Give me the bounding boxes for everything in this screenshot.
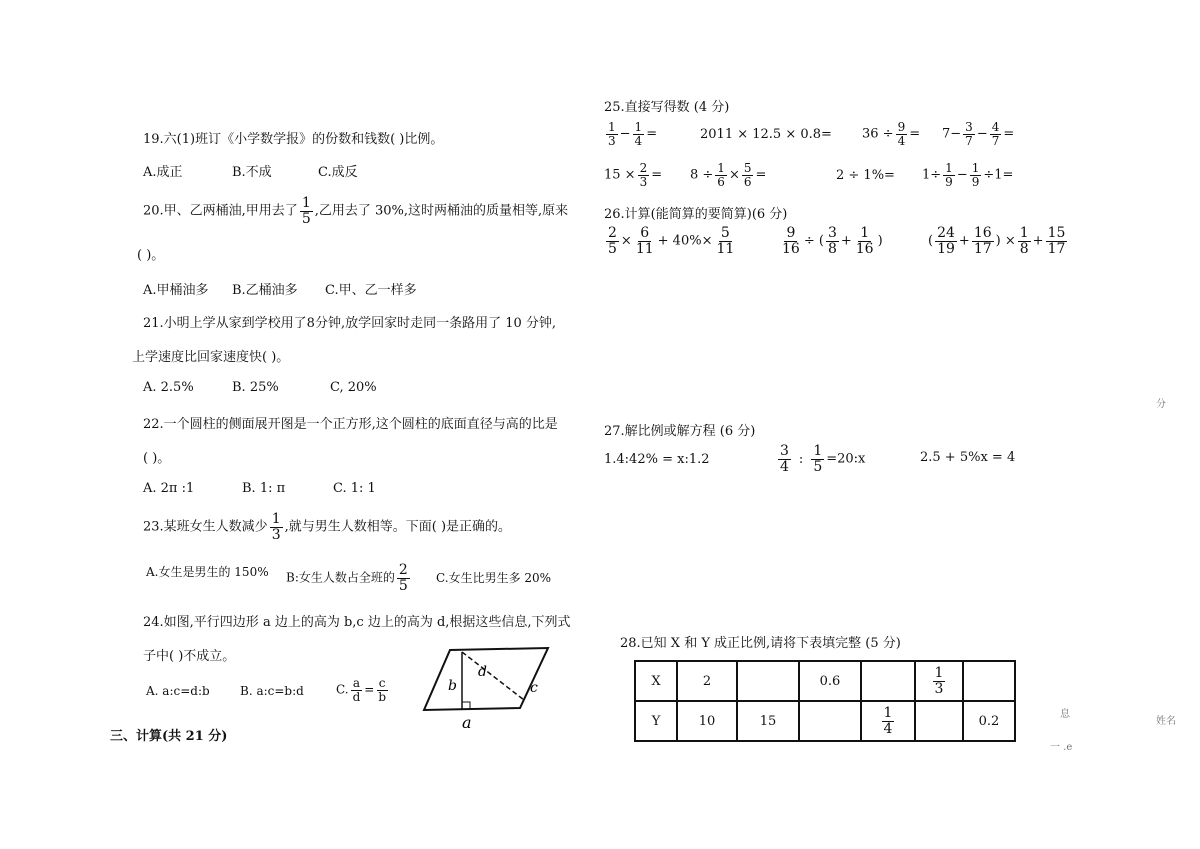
q25-r1e1-n2: 1 [634,120,643,134]
table-row-y [635,701,1015,741]
q24-opt-c-den: d [352,689,361,704]
q19-option-a: A.成正 [143,165,183,180]
q19-stem: 19.六(1)班订《小学数学报》的份数和钱数( )比例。 [143,132,444,147]
row-x-cell-3: 0.6 [799,661,861,701]
q23-option-b [286,563,412,593]
q26e2-frac2 [826,226,839,256]
q25-r1e3-d: 4 [897,133,906,148]
q25-row2-expr4 [922,162,1013,188]
q26e3-frac3 [1018,226,1031,256]
q23-frac-den: 3 [271,526,281,543]
q20-stem-a: 20.甲、乙两桶油,甲用去了 [143,203,298,219]
q25-r2e4-frac2 [970,162,982,188]
row-y-cell-1: 10 [677,701,737,741]
row-y-label: Y [635,701,677,741]
q26-expr1 [604,226,738,256]
q27e2-d1: 4 [780,458,789,475]
q27-expr2 [776,444,865,474]
q24-line2: 子中( )不成立。 [143,649,236,664]
q20-stem-line1 [143,196,568,226]
q25-r1e4-pre: 7− [942,126,962,142]
q27e2-tail: =20:x [826,451,866,467]
q25-r2e1-pre: 15 × [604,167,636,183]
q25-r2e2-frac2 [742,162,754,188]
margin-mark-1: 分 [1156,399,1166,410]
q22-line2: ( )。 [143,451,171,466]
q25-r2e2-d1: 6 [717,174,725,189]
row-y-c4-num: 1 [883,704,893,721]
q23-option-b-text: B:女生人数占全班的 [286,570,395,585]
q25-r1e1-d2: 4 [634,133,643,148]
q24-opt-c-frac2 [376,677,388,703]
q20-option-a: A.甲桶油多 [143,283,209,298]
q23-stem-b: ,就与男生人数相等。下面( )是正确的。 [284,519,512,535]
q26e1-d1: 5 [608,240,617,257]
row-y-cell-6: 0.2 [963,701,1015,741]
q25-row1-expr3 [862,121,920,147]
q27-title: 27.解比例或解方程 (6 分) [604,424,756,439]
q20-frac-den: 5 [301,210,311,227]
q26e3-op: + [958,233,970,249]
q25-row2-expr2 [690,162,766,188]
q26-expr3 [928,226,1069,256]
q21-option-c: C, 20% [330,380,377,395]
q27e2-frac2 [811,444,824,474]
q25-r1e4-frac2 [990,121,1002,147]
q26e1-frac3 [714,226,736,256]
q25-r2e2-op: × [728,167,740,183]
q26-expr2 [778,226,883,256]
q25-r1e4-frac1 [963,121,975,147]
q26e3-d1: 19 [937,240,955,257]
q23-option-a: A.女生是男生的 150% [146,565,269,579]
q26e3-frac1 [935,226,957,256]
q26e2-d1: 16 [782,240,800,257]
q22-option-c: C. 1: 1 [333,481,376,496]
q26e3-frac2 [972,226,994,256]
q26e2-op: ÷ ( [803,233,824,249]
q24-opt-c-eq: = [364,682,375,697]
q26e1-n2: 6 [640,225,650,241]
q26e3-op2: + [1032,233,1044,249]
q25-row2-expr1 [604,162,662,188]
figure-label-d: d [478,664,487,680]
q23-option-b-fraction [397,563,410,593]
q25-r1e4-d1: 7 [965,133,973,148]
q20-stem-b: ,乙用去了 30%,这时两桶油的质量相等,原来 [314,203,569,219]
q26e2-d3: 16 [855,240,874,257]
q25-r1e1-frac2 [633,121,645,147]
q27e2-d2: 5 [813,458,823,475]
row-x-cell-4[interactable] [861,661,915,701]
q27-expr3: 2.5 + 5%x = 4 [920,450,1016,465]
q22-option-b: B. 1: π [242,481,286,496]
q26-title: 26.计算(能简算的要简算)(6 分) [604,207,788,222]
q25-r2e1-d: 3 [639,174,648,189]
q24-line1: 24.如图,平行四边形 a 边上的高为 b,c 边上的高为 d,根据这些信息,下列式 [143,615,571,630]
margin-mark-4: 姓名 [1156,716,1176,727]
q26e3-n3: 1 [1019,225,1029,241]
row-x-cell-2[interactable] [737,661,799,701]
q25-r2e1-frac [638,162,650,188]
q23-fraction [270,512,283,542]
q26e3-n1: 24 [937,225,955,241]
q26e2-frac1 [780,226,802,256]
q26e1-frac2 [634,226,656,256]
q24-option-c-label: C. [336,682,349,697]
q25-r2e2-n1: 1 [717,161,725,175]
q25-r2e4-n1: 1 [945,161,953,175]
q21-line1: 21.小明上学从家到学校用了8分钟,放学回家时走同一条路用了 10 分钟, [143,316,557,331]
q21-option-b: B. 25% [232,380,279,395]
q25-r1e3-eq: = [909,126,921,142]
q25-r2e4-d1: 9 [945,174,953,189]
q20-fraction [300,196,313,226]
figure-label-b: b [448,678,457,694]
q25-r1e1-eq: = [646,126,658,142]
row-x-cell-6[interactable] [963,661,1015,701]
q23-stem-a: 23.某班女生人数减少 [143,519,268,535]
q26e3-d4: 17 [1047,240,1066,257]
row-x-cell-1: 2 [677,661,737,701]
q26e2-n2: 3 [827,225,837,241]
q25-r1e1-d1: 3 [608,133,616,148]
q25-r2e2-n2: 5 [743,161,752,175]
q27e2-n1: 3 [780,443,789,459]
q25-r1e3-frac [896,121,908,147]
q26e3-frac4 [1046,226,1068,256]
q24-option-a: A. a:c=d:b [146,684,210,698]
q25-r1e4-op: − [976,126,988,142]
row-x-cell-5-fraction [933,666,946,696]
q25-row1-expr2: 2011 × 12.5 × 0.8= [700,127,832,142]
q26e1-n1: 2 [608,225,617,241]
table-row-x [635,661,1015,701]
q26e1-n3: 5 [720,225,730,241]
q23-opt-b-den: 5 [398,577,408,594]
q24-opt-c-num2: c [378,676,386,690]
q26e2-close: ) [877,233,883,249]
margin-mark-3: 一 .e [1050,742,1073,753]
q25-r2e2-frac1 [715,162,727,188]
q19-option-b: B.不成 [232,165,272,180]
q20-stem-line2: ( )。 [137,248,165,263]
row-x-c5-num: 1 [934,664,944,681]
margin-mark-2: 息 [1060,709,1070,720]
q25-r1e3-n: 9 [897,120,906,134]
section-3-heading: 三、计算(共 21 分) [110,729,228,744]
q23-frac-num: 1 [271,511,281,527]
q23-option-c: C.女生比男生多 20% [436,571,552,585]
q26e1-d2: 11 [635,240,654,257]
row-y-cell-4-fraction [882,706,895,736]
q21-line2: 上学速度比回家速度快( )。 [132,350,290,365]
q27e2-n2: 1 [813,443,823,459]
q24-opt-c-frac1 [351,677,363,703]
q23-stem [143,512,511,542]
q27e2-op: : [798,451,804,467]
q26e1-d3: 11 [716,240,735,257]
q25-r2e2-pre: 8 ÷ [690,167,714,183]
q25-r1e3-pre: 36 ÷ [862,126,894,142]
figure-label-a: a [462,713,472,732]
q25-r1e4-n1: 3 [965,120,973,134]
q25-r2e4-op: − [956,167,968,183]
q25-title: 25.直接写得数 (4 分) [604,100,730,115]
q25-r1e1-n1: 1 [608,120,616,134]
q25-r2e1-eq: = [651,167,663,183]
q25-r2e4-pre: 1÷ [922,167,942,183]
q28-title: 28.已知 X 和 Y 成正比例,请将下表填完整 (5 分) [620,636,901,651]
q26e2-n1: 9 [786,225,796,241]
q20-option-b: B.乙桶油多 [232,283,298,298]
q25-r1e1-frac1 [606,121,618,147]
q22-option-a: A. 2π :1 [143,481,195,496]
q26e1-mid: + 40%× [657,233,713,249]
q26e3-n2: 16 [973,225,992,241]
q25-r1e4-n2: 4 [991,120,1000,134]
q25-r2e4-frac1 [943,162,955,188]
q25-r1e4-d2: 7 [991,133,1000,148]
q20-option-c: C.甲、乙一样多 [325,283,417,298]
q24-option-b: B. a:c=b:d [240,684,304,698]
figure-label-c: c [530,680,538,696]
q27e2-frac1 [778,444,791,474]
q25-r1e1-op: − [619,126,631,142]
q25-r2e1-n: 2 [639,161,648,175]
q25-row1-expr4 [942,121,1014,147]
row-x-label: X [635,661,677,701]
row-y-cell-5[interactable] [915,701,963,741]
q26e3-open: ( [928,233,934,249]
q25-r1e4-eq: = [1003,126,1015,142]
q25-r2e2-d2: 6 [743,174,752,189]
q26e2-d2: 8 [827,240,837,257]
q21-option-a: A. 2.5% [143,380,194,395]
proportion-table [634,660,1016,742]
q24-opt-c-den2: b [378,689,387,704]
q26e1-op1: × [620,233,632,249]
row-x-c5-den: 3 [934,680,944,697]
q25-r2e4-d2: 9 [971,174,980,189]
q20-frac-num: 1 [301,195,311,211]
parallelogram-figure [420,640,560,732]
row-x-cell-5 [915,661,963,701]
q26e3-d2: 17 [973,240,992,257]
q25-r2e4-eq: ÷1= [983,167,1014,183]
q25-r2e4-n2: 1 [971,161,980,175]
q26e3-n4: 15 [1047,225,1066,241]
row-y-cell-3[interactable] [799,701,861,741]
q26e2-frac3 [854,226,876,256]
q24-option-c [336,677,390,703]
height-d-line [462,652,524,700]
q26e2-n3: 1 [860,225,870,241]
row-y-cell-2: 15 [737,701,799,741]
q19-option-c: C.成反 [318,165,358,180]
q23-opt-b-num: 2 [398,562,408,578]
q25-row1-expr1 [604,121,657,147]
row-y-c4-den: 4 [883,720,893,737]
q26e3-d3: 8 [1019,240,1029,257]
q25-row2-expr3: 2 ÷ 1%= [836,168,895,183]
q25-r2e2-eq: = [755,167,767,183]
q26e1-frac1 [606,226,619,256]
q24-opt-c-num: a [352,676,360,690]
q26e2-op2: + [840,233,852,249]
q22-line1: 22.一个圆柱的侧面展开图是一个正方形,这个圆柱的底面直径与高的比是 [143,417,558,432]
q27-expr1: 1.4:42% = x:1.2 [604,452,710,467]
q26e3-close: ) × [995,233,1016,249]
row-y-cell-4 [861,701,915,741]
